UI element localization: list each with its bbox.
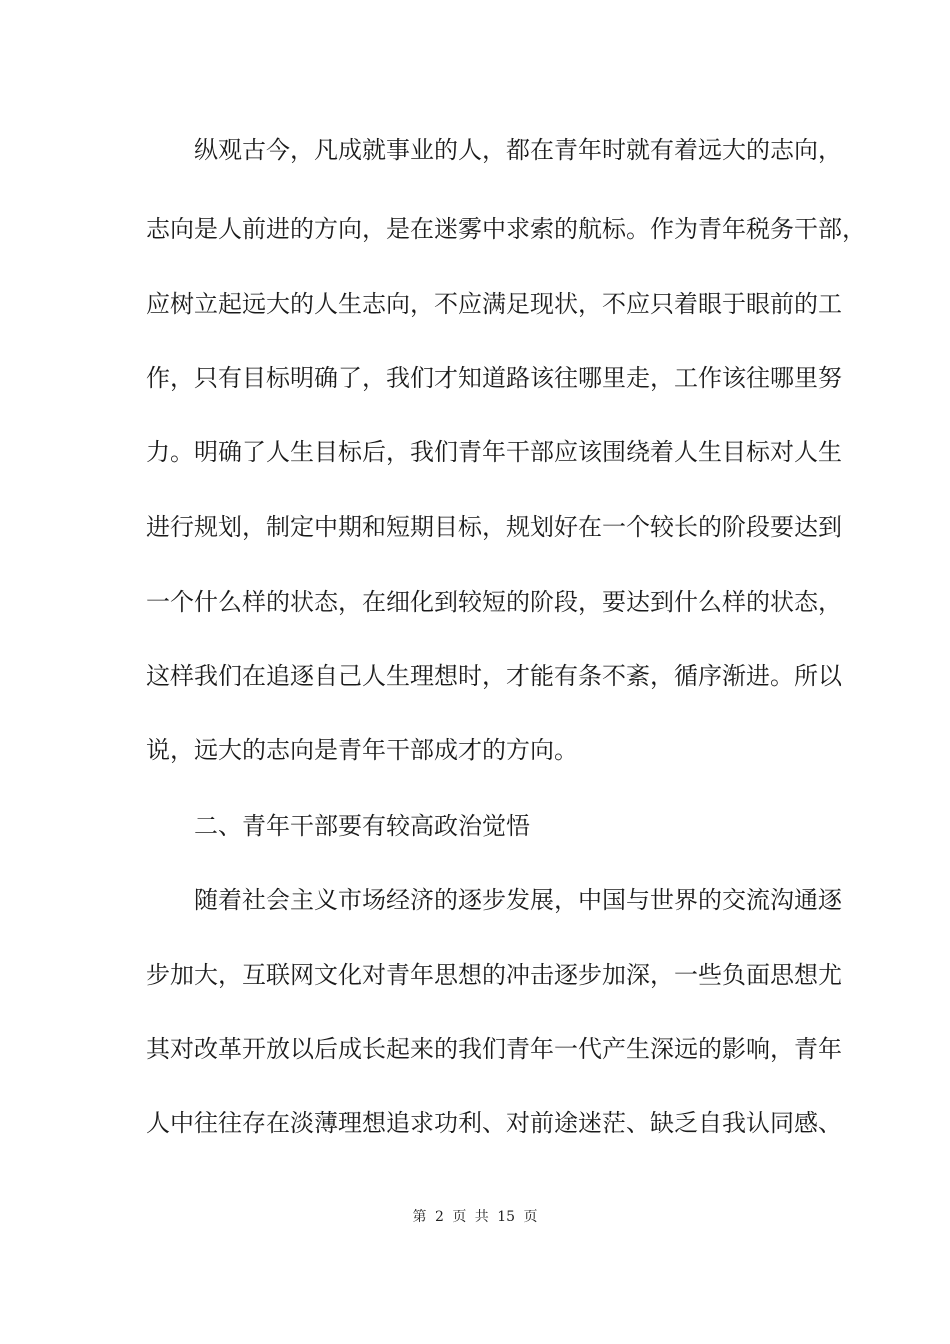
- section-heading: 二、青年干部要有较高政治觉悟: [194, 812, 530, 840]
- footer-total-word: 共: [474, 1209, 489, 1225]
- paragraph-line: 一个什么样的状态，在细化到较短的阶段，要达到什么样的状态，: [146, 588, 842, 616]
- paragraph-line: 进行规划，制定中期和短期目标，规划好在一个较长的阶段要达到: [146, 513, 842, 541]
- paragraph-line: 作，只有目标明确了，我们才知道路该往哪里走，工作该往哪里努: [146, 364, 842, 392]
- paragraph-line: 人中往往存在淡薄理想追求功利、对前途迷茫、缺乏自我认同感、: [146, 1109, 842, 1137]
- page-footer: [0, 1207, 950, 1227]
- footer-prefix: 第: [412, 1209, 427, 1225]
- footer-page-number: 2: [434, 1209, 444, 1225]
- paragraph-line: 其对改革开放以后成长起来的我们青年一代产生深远的影响，青年: [146, 1035, 842, 1063]
- paragraph-line: 这样我们在追逐自己人生理想时，才能有条不紊，循序渐进。所以: [146, 662, 842, 690]
- paragraph-line: 志向是人前进的方向，是在迷雾中求索的航标。作为青年税务干部，: [146, 215, 866, 243]
- footer-total-pages: 15: [497, 1209, 516, 1225]
- paragraph-line: 步加大，互联网文化对青年思想的冲击逐步加深，一些负面思想尤: [146, 961, 842, 989]
- paragraph-line: 纵观古今，凡成就事业的人，都在青年时就有着远大的志向，: [194, 136, 842, 164]
- footer-page-word: 页: [452, 1209, 467, 1225]
- paragraph-line: 力。明确了人生目标后，我们青年干部应该围绕着人生目标对人生: [146, 438, 842, 466]
- footer-suffix: 页: [523, 1209, 538, 1225]
- paragraph-line: 说，远大的志向是青年干部成才的方向。: [146, 736, 578, 764]
- paragraph-line: 随着社会主义市场经济的逐步发展，中国与世界的交流沟通逐: [194, 886, 842, 914]
- paragraph-line: 应树立起远大的人生志向，不应满足现状，不应只着眼于眼前的工: [146, 290, 842, 318]
